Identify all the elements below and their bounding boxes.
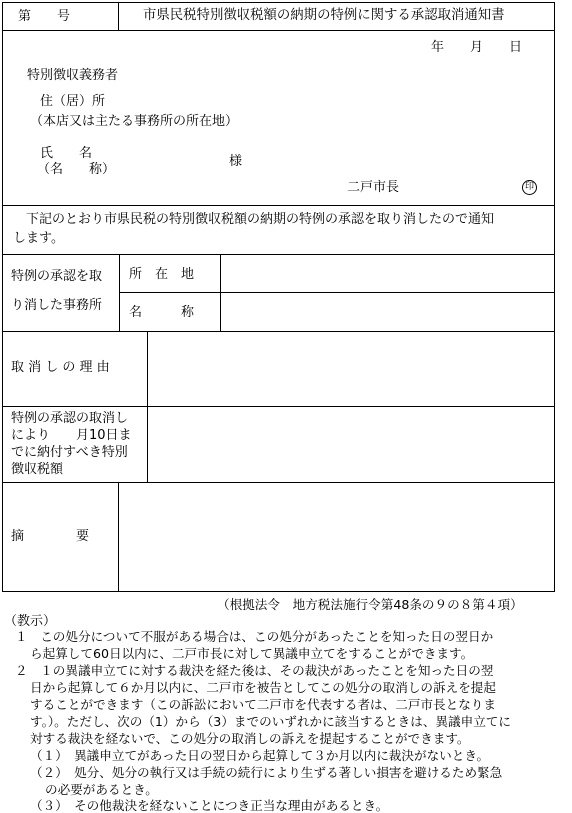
date-field[interactable]: 年 月 日 [431,40,523,55]
tax-label-line-3: でに納付すべき特別 [11,445,128,460]
reason-value-cell[interactable] [148,332,554,405]
instruction-line: （１） 異議申立てがあった日の翌日から起算して３か月以内に裁決がないとき。 [30,748,490,763]
office-label-line-1: 特例の承認を取 [11,269,103,284]
instruction-line: の必要があるとき。 [45,782,158,797]
office-label-line-2: り消した事務所 [11,298,103,313]
header-divider [118,2,119,31]
name-sub-label: （名 称） [37,162,116,177]
document-title: 市県民税特別徴収税額の納期の特例に関する承認取消通知書 [143,8,505,23]
instructions-heading: （教示） [4,614,57,629]
reason-label: 取 消 し の 理 由 [11,360,110,375]
tax-label-line-1: 特例の承認の取消し [11,411,129,426]
instruction-line: （３） その他裁決を経ないことにつき正当な理由があるとき。 [30,798,389,813]
legal-basis: （根拠法令 地方税法施行令第48条の９の８第４項） [217,597,523,612]
address-label: 住（居）所 [40,94,106,109]
instruction-line: ２ １の異議申立てに対する裁決を経た後は、その裁決があったことを知った日の翌 [15,663,494,678]
address-sub-label: （本店又は主たる事務所の所在地） [30,114,239,129]
mayor-label: 二戸市長 [347,180,400,195]
office-name-value-cell[interactable] [221,293,554,330]
instruction-line: ら起算して60日以内に、二戸市長に対して異議申立てをすることができます。 [30,646,474,661]
office-name-label: 名 称 [129,305,195,320]
instruction-line: 対する裁決を経ないで、この処分の取消しの訴えを提起することができます。 [30,731,470,746]
instruction-line: することができます（この訴訟において二戸市を代表する者は、二戸市長となりま [30,697,496,712]
instruction-line: す。）。ただし、次の（1）から（3）までのいずれかに該当するときは、異議申立てに [30,714,511,729]
tax-label-line-4: 徴収税額 [11,462,64,477]
body-divider [2,205,555,206]
remarks-label: 摘 要 [11,529,90,544]
document-number-label: 第 号 [18,9,71,24]
tax-value-cell[interactable] [148,407,554,481]
honorific-label: 様 [229,154,243,169]
notice-text-line-2: します。 [13,231,64,246]
tax-label-line-2: により 月10日ま [11,428,132,443]
instruction-line: 日から起算して６か月以内に、二戸市を被告としてこの処分の取消しの訴えを提起 [30,680,496,695]
instruction-line: （２） 処分、処分の執行又は手続の続行により生ずる著しい損害を避けるため緊急 [30,765,503,780]
obligor-label: 特別徴収義務者 [27,68,119,83]
remarks-value-cell[interactable] [119,483,554,591]
name-label: 氏 名 [40,146,93,161]
location-value-cell[interactable] [221,255,554,291]
notice-text-line-1: 下記のとおり市県民税の特別徴収税額の納期の特例の承認を取り消したので通知 [26,212,495,227]
official-seal-icon: 印 [522,180,537,195]
location-label: 所 在 地 [129,267,195,282]
instruction-line: １ この処分について不服がある場合は、この処分があったことを知った日の翌日か [15,629,494,644]
